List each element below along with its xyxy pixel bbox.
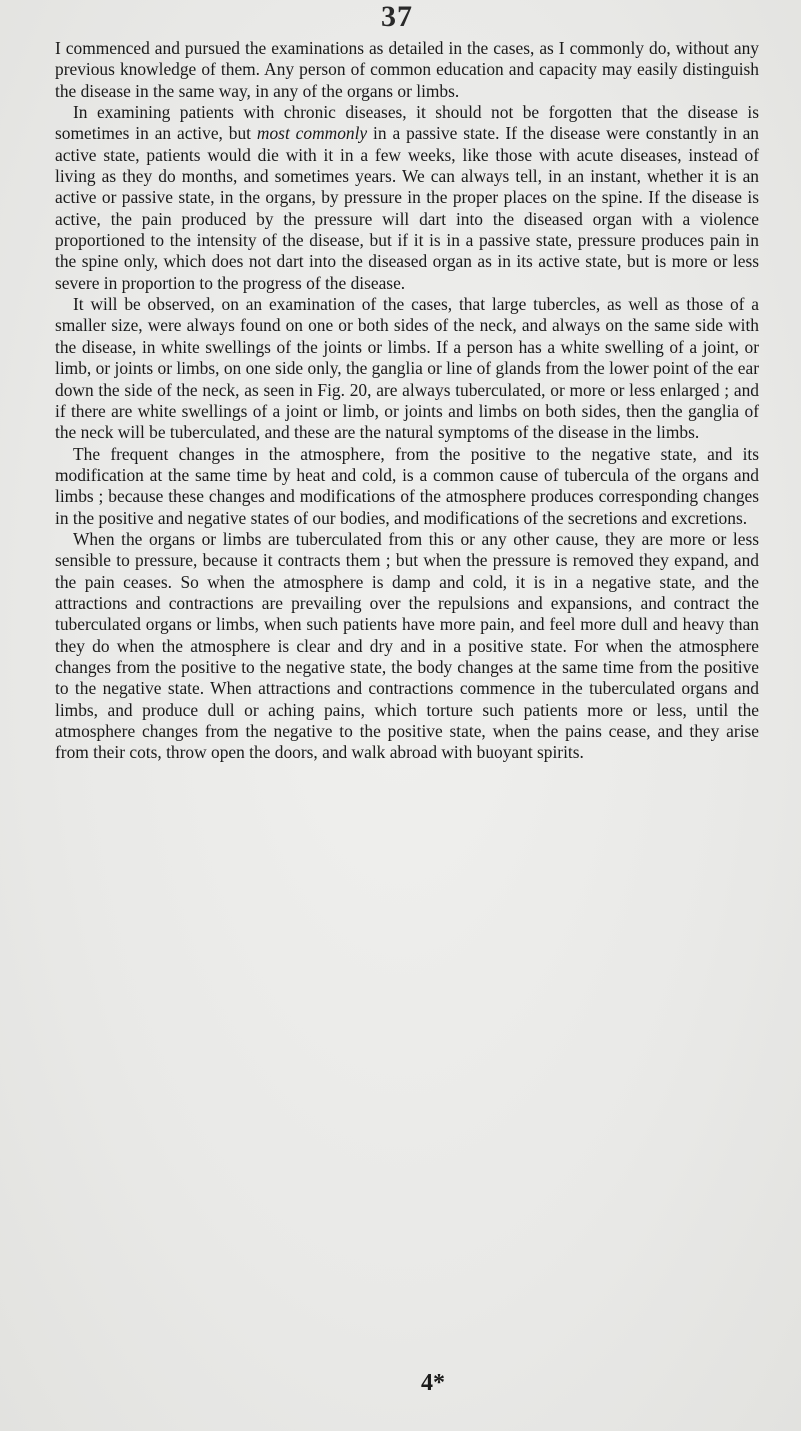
paragraph-text: The frequent changes in the atmosphere, from the positive to the negative state, and its modification at the same time by heat and cold, is a common cause of tubercula of the organs and limbs ; because these changes and modifications of the atmosphere produces corresponding changes in the positive and negative states of our bodies, and modifications of the secretions and excretions.	[55, 443, 759, 528]
paragraph	[55, 102, 759, 294]
body-text	[55, 38, 759, 764]
paragraph	[55, 38, 759, 102]
paragraph-text: in a passive state. If the disease were constantly in an active state, patients would die with it in a few weeks, like those with acute diseases, instead of living as they do months, and sometimes years. We can always tell, in an instant, whether it is an active or passive state, in the organs, by pressure in the proper places on the spine. If the disease is active, the pain produced by the pressure will dart into the diseased organ with a violence proportioned to the intensity of the disease, but if it is in a passive state, pressure produces pain in the spine only, which does not dart into the diseased organ as in its active state, but is more or less severe in proportion to the progress of the disease.	[55, 123, 759, 293]
paragraph	[55, 294, 759, 443]
emphasis-text: most commonly	[256, 123, 368, 144]
paragraph-text: When the organs or limbs are tuberculated from this or any other cause, they are more or less sensible to pressure, because it contracts them ; but when the pressure is removed they expand, and the pain ceases. So when the atmosphere is damp and cold, it is in a negative state, and the attractions and contractions are prevailing over the repulsions and expansions, and contract the tuberculated organs or limbs, when such patients have more pain, and feel more dull and heavy than they do when the atmosphere is clear and dry and in a positive state. For when the atmosphere changes from the positive to the negative state, the body changes at the same time from the positive to the negative state. When attractions and contractions commence in the tuberculated organs and limbs, and produce dull or aching pains, which torture such patients more or less, until the atmosphere changes from the negative to the positive state, when the pains cease, and they arise from their cots, throw open the doors, and walk abroad with buoyant spirits.	[55, 528, 759, 763]
paragraph	[55, 529, 759, 764]
signature-mark: 4*	[421, 1370, 445, 1396]
paragraph-text: In examining patients with chronic diseases, it should not be forgotten that the disease is sometimes in an active, but	[55, 102, 759, 144]
paragraph	[55, 444, 759, 529]
page-number: 37	[381, 0, 413, 33]
paragraph-text: I commenced and pursued the examinations as detailed in the cases, as I commonly do, without any previous knowledge of them. Any person of common education and capacity may easily distinguish the disease in the same way, in any of the organs or limbs.	[55, 38, 759, 101]
paragraph-text: It will be observed, on an examination of the cases, that large tubercles, as well as those of a smaller size, were always found on one or both sides of the neck, and always on the same side with the disease, in white swellings of the joints or limbs. If a person has a white swelling of a joint, or limb, or joints or limbs, on one side only, the ganglia or line of glands from the lower point of the ear down the side of the neck, as seen in Fig. 20, are always tuberculated, or more or less enlarged ; and if there are white swellings of a joint or limb, or joints and limbs on both sides, then the ganglia of the neck will be tuberculated, and these are the natural symptoms of the disease in the limbs.	[55, 294, 759, 443]
